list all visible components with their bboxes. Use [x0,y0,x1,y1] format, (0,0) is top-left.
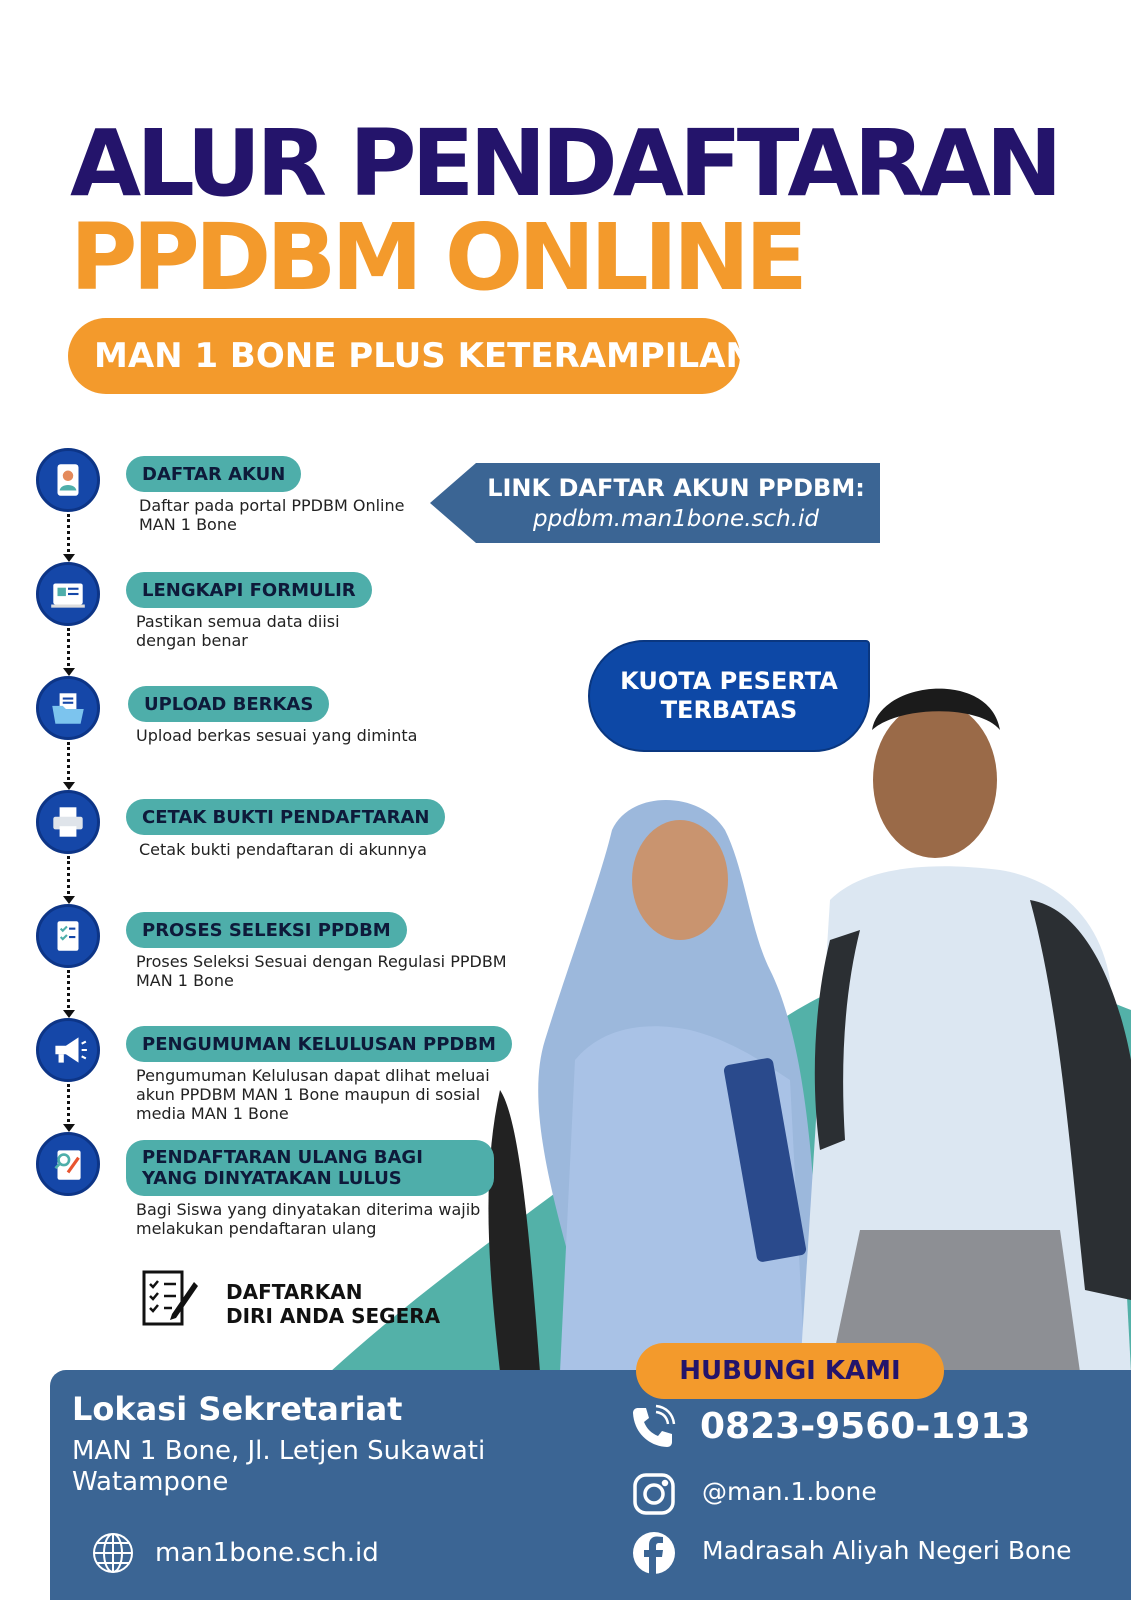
timeline-arrow [63,554,75,562]
timeline-arrow [63,1010,75,1018]
step-6-desc: Pengumuman Kelulusan dapat dlihat meluai akun PPDBM MAN 1 Bone maupun di sosial media MAN 1 Bone [136,1066,490,1123]
timeline-arrow [63,782,75,790]
checklist-icon [36,904,100,968]
step-1-desc: Daftar pada portal PPDBM Online MAN 1 Bone [139,496,405,534]
document-pen-icon [142,1270,198,1328]
timeline-connector [67,970,70,1014]
cta-line-2: DIRI ANDA SEGERA [226,1304,441,1328]
timeline-connector [67,1084,70,1128]
step-4-title: CETAK BUKTI PENDAFTARAN [126,799,445,835]
contact-title-banner [636,1343,944,1399]
phone-number[interactable]: 0823-9560-1913 [700,1406,1031,1447]
timeline-connector [67,856,70,900]
step-2-title: LENGKAPI FORMULIR [126,572,372,608]
title-line-2: PPDBM ONLINE [70,204,803,311]
cta-line-1: DAFTARKAN [226,1280,363,1304]
timeline-arrow [63,1124,75,1132]
address-line-1: MAN 1 Bone, Jl. Letjen Sukawati [72,1436,486,1466]
title-line-1: ALUR PENDAFTARAN [70,110,1058,217]
address-line-2: Watampone [72,1467,229,1497]
cta-text [226,1280,440,1328]
website-link[interactable]: man1bone.sch.id [155,1538,379,1568]
timeline-connector [67,514,70,558]
step-7-desc: Bagi Siswa yang dinyatakan diterima wajib melakukan pendaftaran ulang [136,1200,481,1238]
facebook-icon [632,1531,676,1575]
facebook-page[interactable]: Madrasah Aliyah Negeri Bone [702,1536,1072,1565]
folder-upload-icon [36,676,100,740]
contact-title: HUBUNGI KAMI [679,1356,901,1386]
timeline-connector [67,628,70,672]
form-icon [36,562,100,626]
step-3-title: UPLOAD BERKAS [128,686,329,722]
timeline-arrow [63,896,75,904]
step-1-title: DAFTAR AKUN [126,456,301,492]
instagram-handle[interactable]: @man.1.bone [702,1477,877,1506]
user-register-icon [36,448,100,512]
quota-text: KUOTA PESERTA TERBATAS [620,667,838,724]
quota-badge [588,640,870,752]
globe-icon [92,1532,134,1574]
step-5-desc: Proses Seleksi Sesuai dengan Regulasi PPDBM MAN 1 Bone [136,952,507,990]
step-6-title: PENGUMUMAN KELULUSAN PPDBM [126,1026,512,1062]
step-2-desc: Pastikan semua data diisi dengan benar [136,612,340,650]
step-5-title: PROSES SELEKSI PPDBM [126,912,407,948]
step-3-desc: Upload berkas sesuai yang diminta [136,726,418,745]
printer-icon [36,790,100,854]
timeline-arrow [63,668,75,676]
address [72,1436,485,1498]
link-callout-label: LINK DAFTAR AKUN PPDBM: [487,474,865,502]
school-name: MAN 1 BONE PLUS KETERAMPILAN [94,336,754,376]
instagram-icon [632,1472,676,1516]
registration-link[interactable]: ppdbm.man1bone.sch.id [532,506,820,532]
location-title: Lokasi Sekretariat [72,1390,403,1428]
step-4-desc: Cetak bukti pendaftaran di akunnya [139,840,427,859]
clipboard-search-icon [36,1132,100,1196]
megaphone-icon [36,1018,100,1082]
timeline-connector [67,742,70,786]
phone-icon [630,1404,676,1450]
step-7-title: PENDAFTARAN ULANG BAGI YANG DINYATAKAN LULUS [126,1140,494,1196]
